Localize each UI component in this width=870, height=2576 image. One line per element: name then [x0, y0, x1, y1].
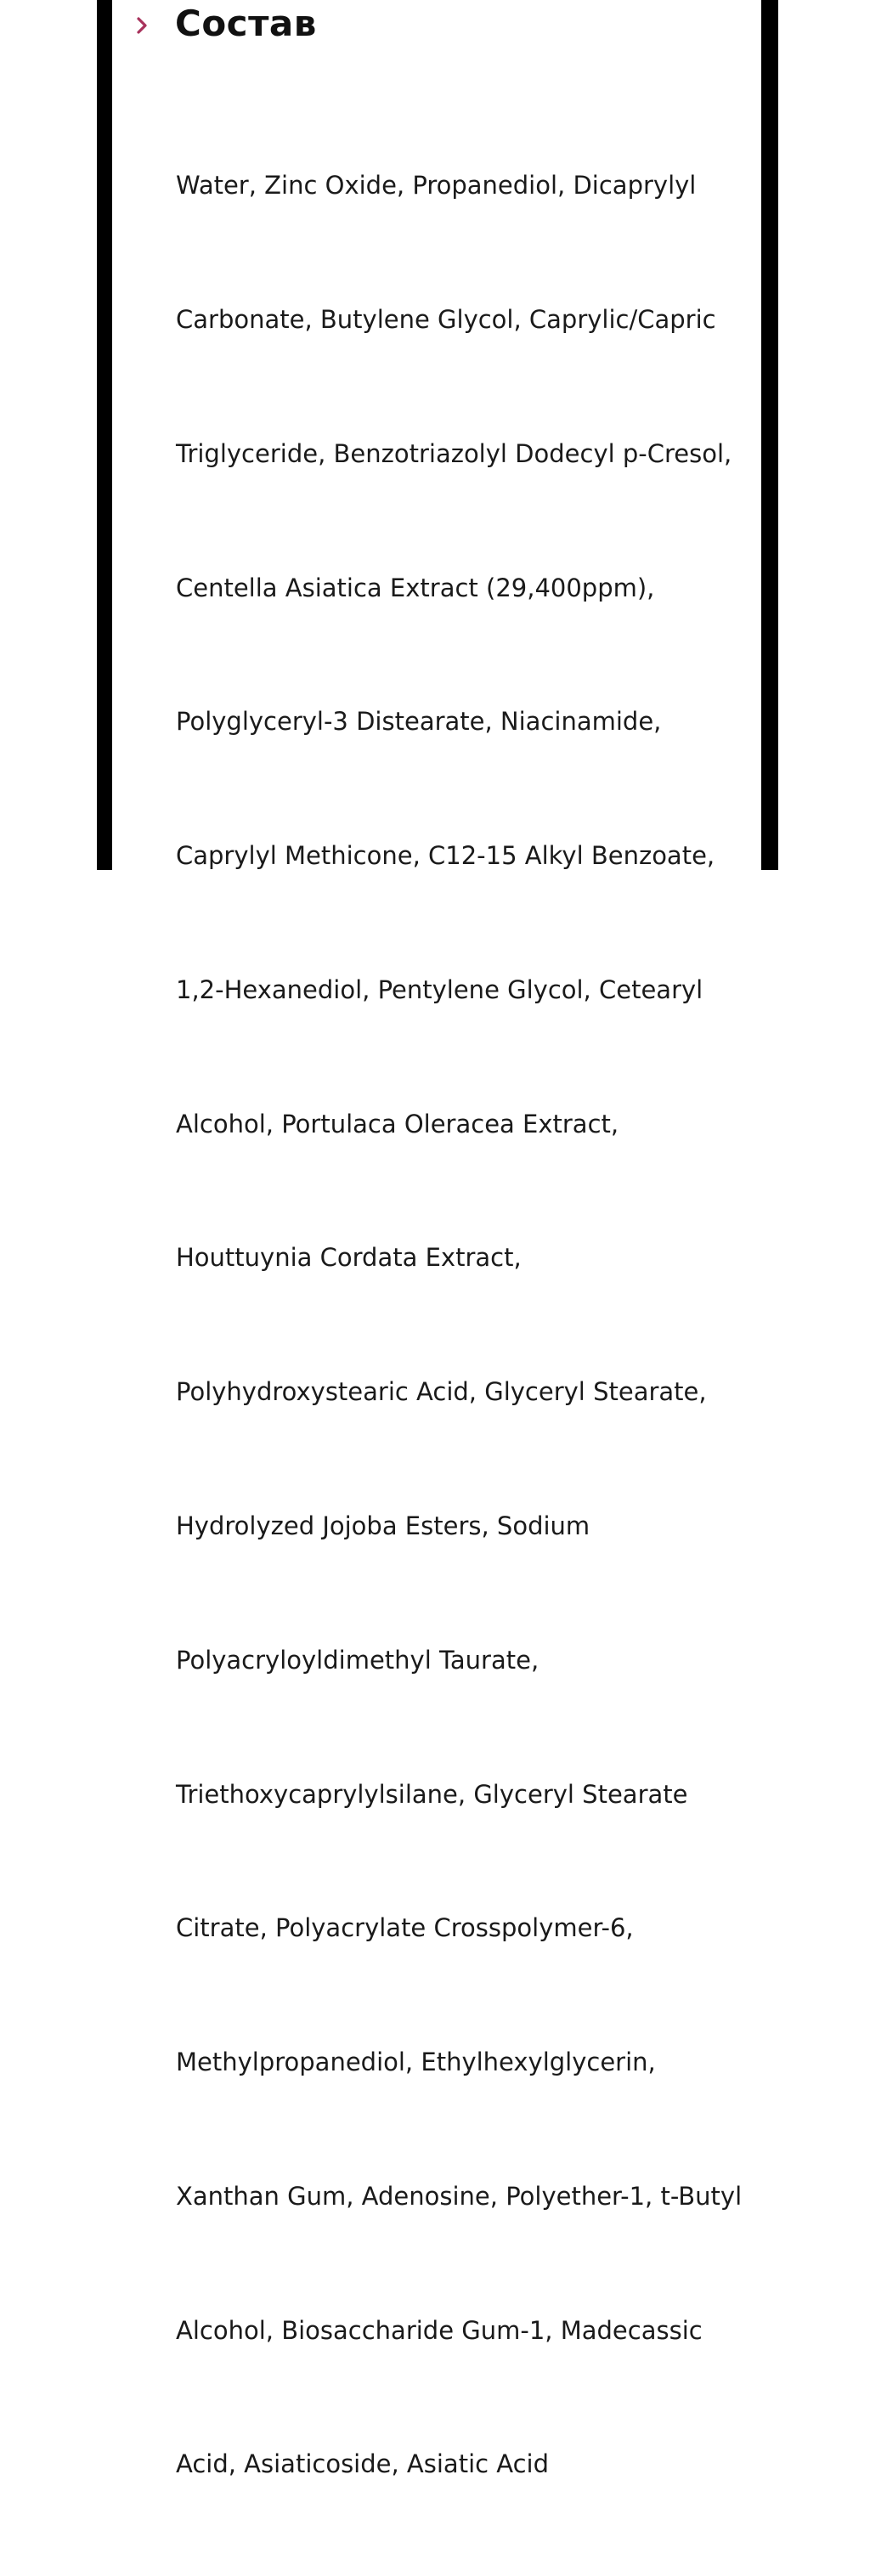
ingredients-line: Citrate, Polyacrylate Crosspolymer-6,	[176, 1913, 634, 1943]
ingredients-line: Houttuynia Cordata Extract,	[176, 1243, 522, 1273]
ingredients-line: Polyacryloyldimethyl Taurate,	[176, 1645, 540, 1675]
ingredients-line: Triglyceride, Benzotriazolyl Dodecyl p-Cresol,	[176, 438, 732, 468]
ingredients-line: Alcohol, Portulaca Oleracea Extract,	[176, 1109, 619, 1138]
right-border	[761, 0, 778, 870]
ingredients-line: Caprylyl Methicone, C12-15 Alkyl Benzoate,	[176, 841, 715, 871]
section-title: Состав	[175, 3, 317, 44]
ingredients-panel	[112, 0, 761, 2479]
ingredients-line: Carbonate, Butylene Glycol, Caprylic/Capric	[176, 304, 716, 334]
ingredients-line: Polyglyceryl-3 Distearate, Niacinamide,	[176, 707, 662, 737]
ingredients-line: Alcohol, Biosaccharide Gum-1, Madecassic	[176, 2315, 703, 2345]
ingredients-line: Methylpropanediol, Ethylhexylglycerin,	[176, 2048, 656, 2077]
ingredients-line: 1,2-Hexanediol, Pentylene Glycol, Cetearyl	[176, 974, 703, 1004]
ingredients-line: Xanthan Gum, Adenosine, Polyether-1, t-Butyl	[176, 2181, 743, 2211]
left-border	[97, 0, 112, 870]
ingredients-list	[176, 74, 754, 2576]
ingredients-line: Hydrolyzed Jojoba Esters, Sodium	[176, 1511, 590, 1540]
ingredients-line: Acid, Asiaticoside, Asiatic Acid	[176, 2449, 550, 2479]
ingredients-line: Water, Zinc Oxide, Propanediol, Dicaprylyl	[176, 171, 697, 201]
ingredients-line: Polyhydroxystearic Acid, Glyceryl Stearate,	[176, 1377, 707, 1407]
composition-section-header[interactable]	[136, 0, 317, 48]
ingredients-line: Centella Asiatica Extract (29,400ppm),	[176, 573, 655, 602]
ingredients-line: Triethoxycaprylylsilane, Glyceryl Stearate	[176, 1779, 688, 1809]
chevron-right-icon	[136, 16, 156, 35]
